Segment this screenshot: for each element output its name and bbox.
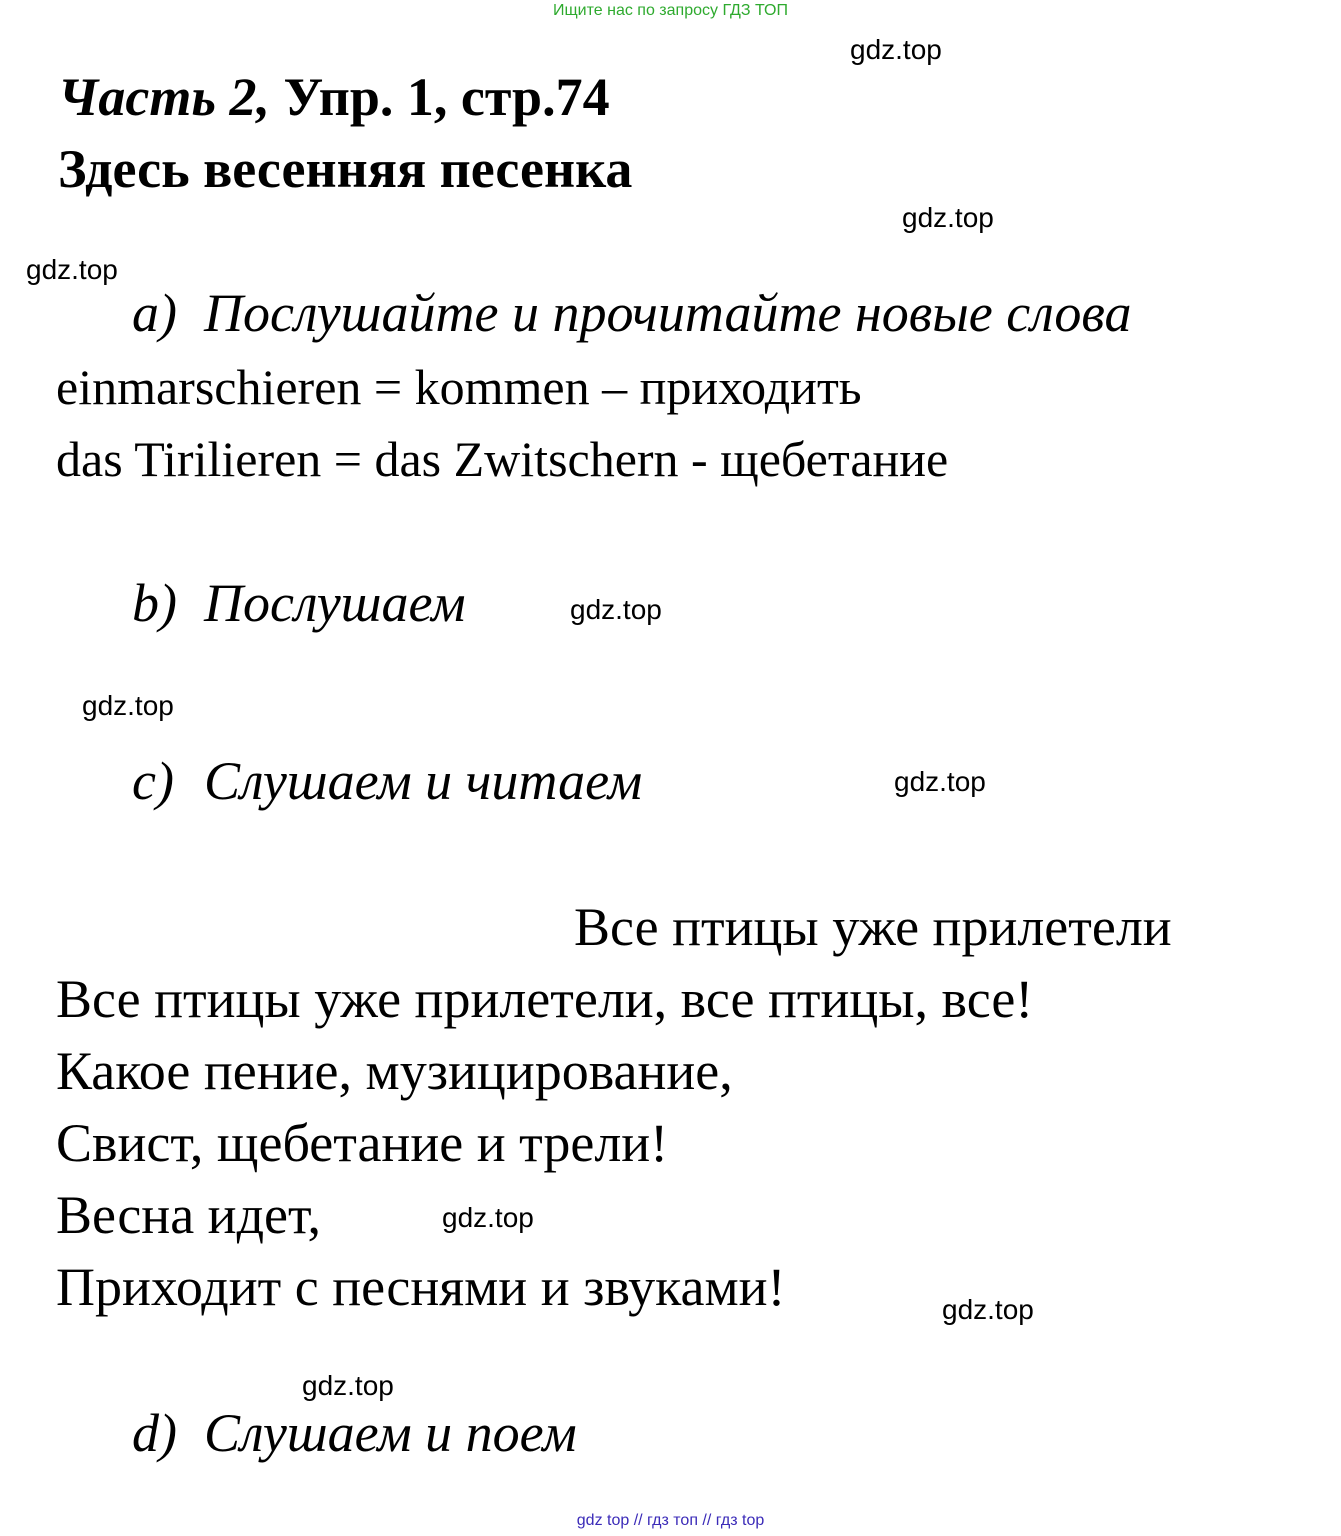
page-title-exercise: Упр. 1, стр.74: [283, 67, 610, 127]
watermark: gdz.top: [850, 34, 942, 65]
vocab-line: einmarschieren = kommen – приходить: [56, 359, 862, 415]
task-label: c): [132, 751, 174, 811]
task-a: [132, 282, 1132, 344]
task-label: d): [132, 1403, 177, 1463]
watermark: gdz.top: [942, 1294, 1034, 1325]
footer-links[interactable]: gdz top // гдз топ // гдз top: [576, 1512, 765, 1529]
page-title-part: Часть 2,: [58, 67, 271, 127]
top-banner: Ищите нас по запросу ГДЗ ТОП: [553, 2, 788, 19]
task-text: Слушаем и читаем: [204, 751, 643, 811]
task-text: Слушаем и поем: [204, 1403, 577, 1463]
task-label: b): [132, 573, 177, 633]
task-text: Послушаем: [204, 573, 466, 633]
poem-title: Все птицы уже прилетели: [574, 897, 1172, 957]
task-text: Послушайте и прочитайте новые слова: [204, 283, 1132, 343]
task-b: [132, 572, 466, 634]
page-title: [58, 66, 610, 128]
watermark: gdz.top: [894, 766, 986, 797]
vocab-line: das Tirilieren = das Zwitschern - щебетание: [56, 431, 949, 487]
watermark: gdz.top: [26, 254, 118, 285]
watermark: gdz.top: [82, 690, 174, 721]
watermark: gdz.top: [302, 1370, 394, 1401]
watermark: gdz.top: [902, 202, 994, 233]
poem-line: Все птицы уже прилетели, все птицы, все!: [56, 969, 1034, 1029]
task-d: [132, 1402, 577, 1464]
task-label: a): [132, 283, 177, 343]
task-c: [132, 750, 642, 812]
poem-line: Какое пение, музицирование,: [56, 1041, 733, 1101]
watermark: gdz.top: [442, 1202, 534, 1233]
poem-line: Приходит с песнями и звуками!: [56, 1257, 786, 1317]
page-subtitle: Здесь весенняя песенка: [58, 139, 633, 199]
poem-line: Свист, щебетание и трели!: [56, 1113, 669, 1173]
watermark: gdz.top: [570, 594, 662, 625]
poem-line: Весна идет,: [56, 1185, 322, 1245]
